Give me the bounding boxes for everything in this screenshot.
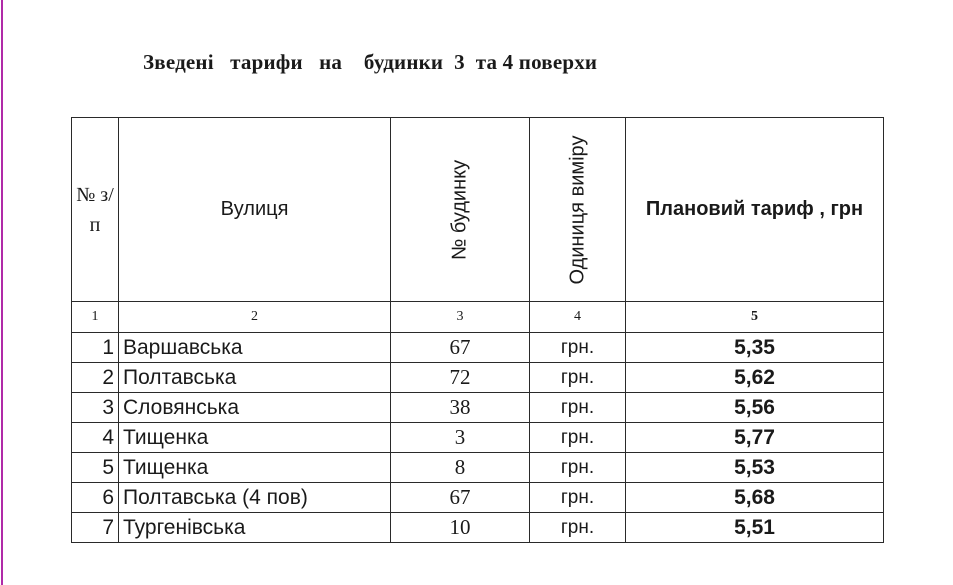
- row-index: 2: [72, 363, 119, 393]
- table-row: [72, 423, 884, 453]
- row-rate: 5,53: [626, 453, 884, 483]
- table-row: [72, 453, 884, 483]
- row-rate: 5,51: [626, 513, 884, 543]
- column-number-row: [72, 302, 884, 333]
- row-street: Варшавська: [119, 333, 391, 363]
- row-index: 5: [72, 453, 119, 483]
- row-house: 67: [391, 483, 530, 513]
- header-house: № будинку: [448, 159, 471, 260]
- row-rate: 5,35: [626, 333, 884, 363]
- tariff-table: [71, 117, 884, 543]
- document-title: Зведені тарифи на будинки 3 та 4 поверхи: [143, 50, 598, 74]
- column-number: 2: [119, 302, 391, 333]
- row-street: Полтавська (4 пов): [119, 483, 391, 513]
- row-house: 10: [391, 513, 530, 543]
- column-number: 1: [72, 302, 119, 333]
- row-house: 3: [391, 423, 530, 453]
- table-row: [72, 363, 884, 393]
- row-rate: 5,68: [626, 483, 884, 513]
- header-unit: Одиниця виміру: [566, 135, 588, 284]
- table-row: [72, 483, 884, 513]
- row-unit: грн.: [530, 483, 626, 513]
- header-rate: Плановий тариф , грн: [626, 118, 884, 302]
- row-rate: 5,56: [626, 393, 884, 423]
- row-rate: 5,77: [626, 423, 884, 453]
- header-street: Вулиця: [119, 118, 391, 302]
- row-house: 72: [391, 363, 530, 393]
- row-street: Словянська: [119, 393, 391, 423]
- column-number: 3: [391, 302, 530, 333]
- table-row: [72, 393, 884, 423]
- row-unit: грн.: [530, 453, 626, 483]
- row-index: 7: [72, 513, 119, 543]
- row-house: 67: [391, 333, 530, 363]
- row-index: 1: [72, 333, 119, 363]
- row-unit: грн.: [530, 333, 626, 363]
- header-unit-cell: [530, 118, 626, 302]
- column-number: 4: [530, 302, 626, 333]
- row-unit: грн.: [530, 393, 626, 423]
- row-unit: грн.: [530, 423, 626, 453]
- row-street: Тищенка: [119, 423, 391, 453]
- header-num: № з/п: [72, 118, 119, 302]
- table-row: [72, 513, 884, 543]
- row-street: Тургенівська: [119, 513, 391, 543]
- row-house: 8: [391, 453, 530, 483]
- left-margin-rule: [1, 0, 3, 585]
- table-header-row: [72, 118, 884, 302]
- row-index: 6: [72, 483, 119, 513]
- column-number: 5: [626, 302, 884, 333]
- table-row: [72, 333, 884, 363]
- row-rate: 5,62: [626, 363, 884, 393]
- row-index: 3: [72, 393, 119, 423]
- row-house: 38: [391, 393, 530, 423]
- row-street: Полтавська: [119, 363, 391, 393]
- row-unit: грн.: [530, 363, 626, 393]
- header-house-cell: [391, 118, 530, 302]
- row-unit: грн.: [530, 513, 626, 543]
- row-street: Тищенка: [119, 453, 391, 483]
- row-index: 4: [72, 423, 119, 453]
